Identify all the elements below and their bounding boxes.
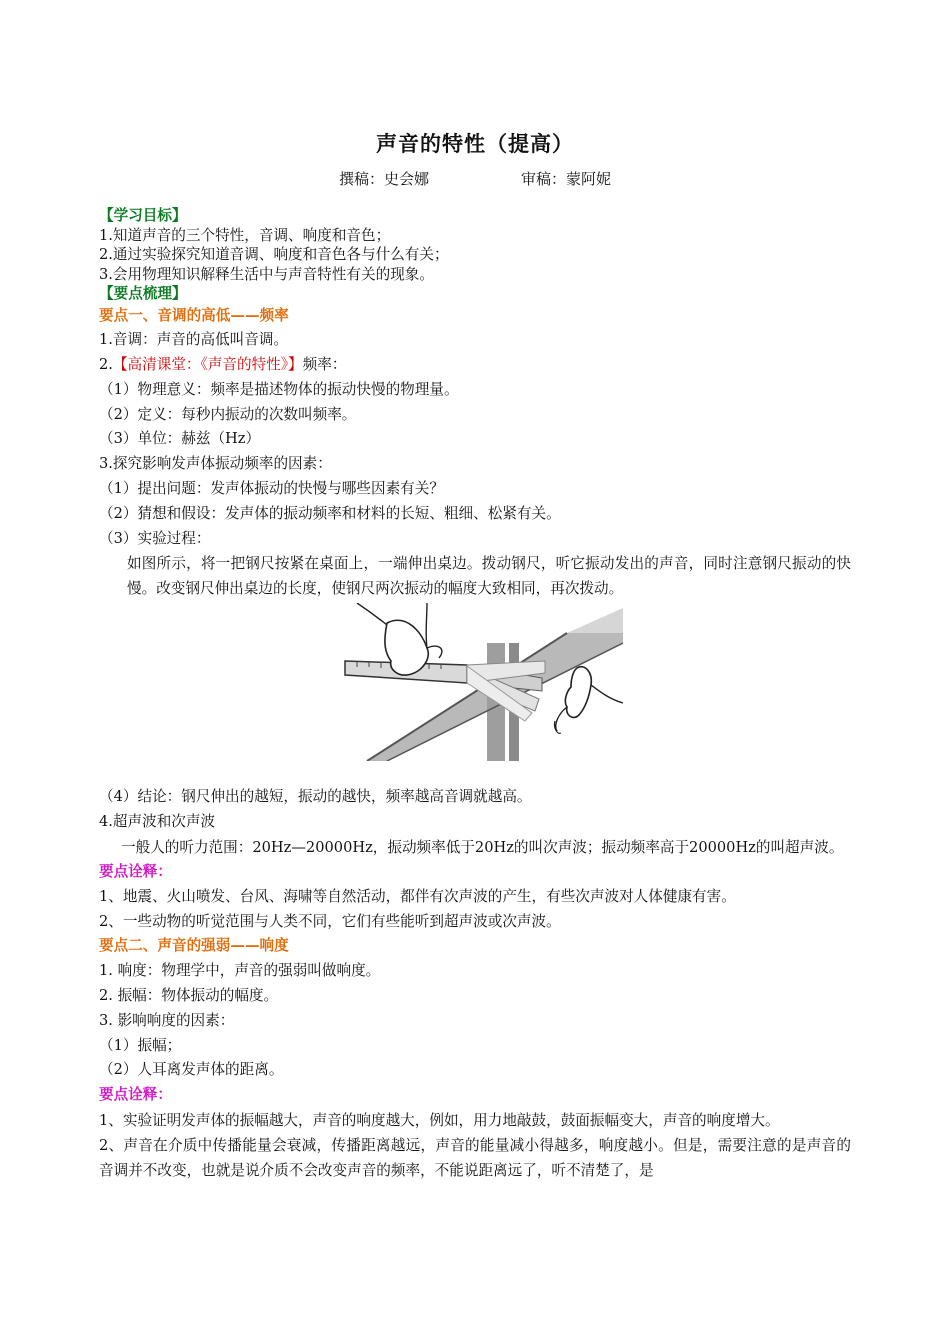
ruler-experiment-figure [99,603,851,783]
point1-heading: 要点一、音调的高低——频率 [99,306,289,324]
sub-item: （1）振幅； [99,1036,182,1054]
lesson-link[interactable]: 【高清课堂：《声音的特性》】 [112,356,303,374]
sub-item: （1）物理意义：频率是描述物体的振动快慢的物理量。 [99,380,459,398]
ruler-experiment-illustration [327,603,623,761]
item-number: 2. [99,356,113,374]
hearing-range-paragraph: 一般人的听力范围：20Hz—20000Hz，振动频率低于20Hz的叫次声波；振动频率高于20000Hz的叫超声波。 [121,839,844,857]
item-label: 频率： [302,356,347,374]
goal-item: 3.会用物理知识解释生活中与声音特性有关的现象。 [99,265,434,283]
sub-item: （4）结论：钢尺伸出的越短，振动的越快，频率越高音调就越高。 [99,788,532,806]
sub-item: （2）人耳离发声体的距离。 [99,1061,284,1079]
writer-credit: 撰稿：史会娜 [338,170,429,188]
point1-item: 1.音调：声音的高低叫音调。 [99,331,289,349]
point2-item: 1. 响度：物理学中，声音的强弱叫做响度。 [99,962,381,980]
sub-item: （1）提出问题：发声体振动的快慢与哪些因素有关？ [99,480,444,498]
point1-item-frequency [99,353,851,378]
point2-item: 3. 影响响度的因素： [99,1011,235,1029]
point1-item: 3.探究影响发声体振动频率的因素： [99,455,332,473]
explanation-paragraph: 1、实验证明发声体的振幅越大，声音的响度越大，例如，用力地敲鼓，鼓面振幅变大，声音的响度增大。 [99,1112,780,1130]
explanation-heading: 要点诠释： [99,1086,172,1104]
goal-item: 2.通过实验探究知道音调、响度和音色各与什么有关； [99,246,449,263]
experiment-paragraph: 如图所示，将一把钢尺按紧在桌面上，一端伸出桌边。拨动钢尺，听它振动发出的声音，同时注意钢尺振动的快慢。改变钢尺伸出桌边的长度，使钢尺两次振动的幅度大致相同，再次拨动。 [127,555,851,598]
goal-item: 1.知道声音的三个特性，音调、响度和音色； [99,226,391,244]
point2-heading: 要点二、声音的强弱——响度 [99,937,289,955]
points-heading: 【要点梳理】 [99,285,187,302]
explanation-paragraph: 2、声音在介质中传播能量会衰减，传播距离越远，声音的能量减小得越多，响度越小。但是，需要注意的是声音的音调并不改变，也就是说介质不会改变声音的频率，不能说距离远了，听不清楚了，是 [99,1137,851,1180]
goals-heading: 【学习目标】 [99,207,187,224]
author-line [0,168,950,189]
sub-item: （3）实验过程： [99,529,211,547]
sub-item: （3）单位：赫兹（Hz） [99,430,261,448]
document-body [99,206,851,1183]
sub-item: （2）猜想和假设：发声体的振动频率和材料的长短、粗细、松紧有关。 [99,504,561,522]
point1-item: 4.超声波和次声波 [99,813,216,831]
reviewer-credit: 审稿：蒙阿妮 [521,170,612,188]
point2-item: 2. 振幅：物体振动的幅度。 [99,987,279,1005]
explanation-item: 1、地震、火山喷发、台风、海啸等自然活动，都伴有次声波的产生，有些次声波对人体健康有害。 [99,887,736,905]
explanation-heading: 要点诠释： [99,863,172,881]
sub-item: （2）定义：每秒内振动的次数叫频率。 [99,405,357,423]
explanation-item: 2、一些动物的听觉范围与人类不同，它们有些能听到超声波或次声波。 [99,912,561,930]
page-title: 声音的特性（提高） [376,132,574,156]
